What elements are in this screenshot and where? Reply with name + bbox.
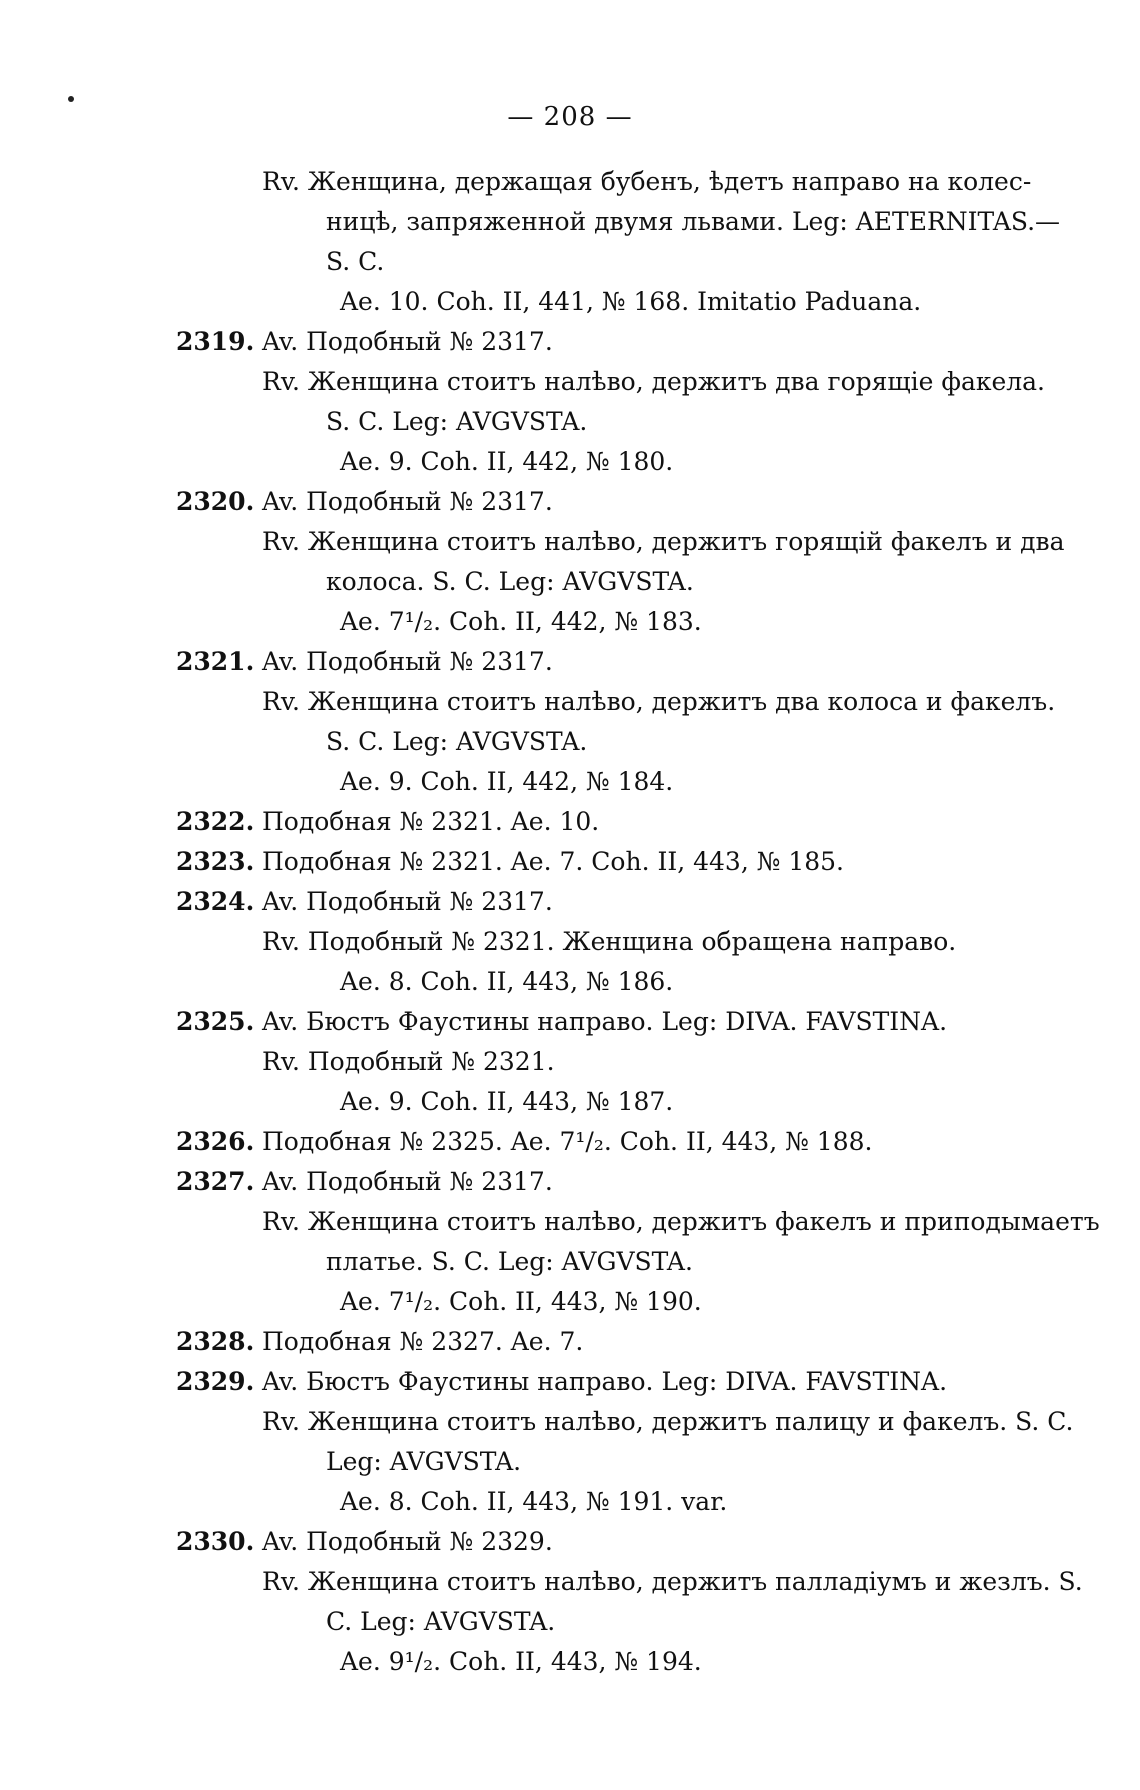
catalog-line	[0, 602, 1140, 642]
entry-text: Rv. Женщина стоитъ налѣво, держитъ горящій факелъ и два	[262, 527, 1065, 556]
catalog-line	[0, 1122, 1140, 1162]
entry-text: Av. Подобный № 2317.	[262, 887, 553, 916]
entry-text: Подобная № 2327. Ae. 7.	[262, 1327, 584, 1356]
catalog-line	[0, 1482, 1140, 1522]
entry-text: Av. Подобный № 2329.	[262, 1527, 553, 1556]
entry-text: Av. Подобный № 2317.	[262, 327, 553, 356]
catalog-line	[0, 1642, 1140, 1682]
entry-text: Rv. Женщина стоитъ налѣво, держитъ палладіумъ и жезлъ. S.	[262, 1567, 1083, 1596]
catalog-line	[0, 642, 1140, 682]
entry-number: 2323.	[176, 847, 255, 876]
entry-text: Rv. Женщина стоитъ налѣво, держитъ два горящіе факела.	[262, 367, 1045, 396]
entry-text: Ae. 8. Coh. II, 443, № 186.	[340, 967, 674, 996]
catalog-line	[0, 1362, 1140, 1402]
entry-number: 2328.	[176, 1327, 255, 1356]
catalog-line	[0, 1402, 1140, 1442]
catalog-line	[0, 202, 1140, 242]
catalog-line	[0, 842, 1140, 882]
catalog-line	[0, 162, 1140, 202]
entry-text: Av. Подобный № 2317.	[262, 647, 553, 676]
catalog-line	[0, 1322, 1140, 1362]
entry-text: Rv. Женщина стоитъ налѣво, держитъ факелъ и приподымаетъ	[262, 1207, 1100, 1236]
page-number: — 208 —	[507, 102, 633, 132]
entry-text: Ae. 9. Coh. II, 442, № 184.	[340, 767, 674, 796]
catalog-line	[0, 482, 1140, 522]
entry-number: 2330.	[176, 1527, 255, 1556]
entry-number: 2324.	[176, 887, 255, 916]
catalog-line	[0, 1082, 1140, 1122]
entry-text: Подобная № 2325. Ae. 7¹/₂. Coh. II, 443, № 188.	[262, 1127, 873, 1156]
catalog-line	[0, 682, 1140, 722]
entry-text: Leg: AVGVSTA.	[326, 1447, 522, 1476]
entry-text: колоса. S. C. Leg: AVGVSTA.	[326, 567, 694, 596]
catalog-line	[0, 1282, 1140, 1322]
entry-number: 2326.	[176, 1127, 255, 1156]
catalog-line	[0, 1162, 1140, 1202]
catalog-line	[0, 722, 1140, 762]
entry-text: Rv. Женщина, держащая бубенъ, ѣдетъ направо на колес-	[262, 167, 1032, 196]
entry-text: Ae. 9. Coh. II, 442, № 180.	[340, 447, 674, 476]
catalog-line	[0, 1442, 1140, 1482]
entry-text: Ae. 10. Coh. II, 441, № 168. Imitatio Paduana.	[340, 287, 922, 316]
entry-text: Av. Бюстъ Фаустины направо. Leg: DIVA. FAVSTINA.	[262, 1367, 948, 1396]
entry-number: 2329.	[176, 1367, 255, 1396]
catalog-line	[0, 922, 1140, 962]
entry-text: Ae. 9. Coh. II, 443, № 187.	[340, 1087, 674, 1116]
entry-number: 2320.	[176, 487, 255, 516]
entry-text: Rv. Подобный № 2321.	[262, 1047, 555, 1076]
catalog-line	[0, 242, 1140, 282]
entry-number: 2321.	[176, 647, 255, 676]
catalog-line	[0, 322, 1140, 362]
entry-text: Подобная № 2321. Ae. 10.	[262, 807, 600, 836]
catalog-entries	[0, 162, 1140, 1682]
entry-text: Rv. Женщина стоитъ налѣво, держитъ два колоса и факелъ.	[262, 687, 1056, 716]
entry-number: 2327.	[176, 1167, 255, 1196]
entry-text: платье. S. C. Leg: AVGVSTA.	[326, 1247, 693, 1276]
catalog-line	[0, 522, 1140, 562]
catalog-line	[0, 1602, 1140, 1642]
catalog-line	[0, 402, 1140, 442]
entry-number: 2322.	[176, 807, 255, 836]
catalog-line	[0, 1002, 1140, 1042]
catalog-line	[0, 442, 1140, 482]
catalog-line	[0, 562, 1140, 602]
entry-text: S. C.	[326, 247, 385, 276]
catalog-line	[0, 1522, 1140, 1562]
entry-text: Av. Бюстъ Фаустины направо. Leg: DIVA. FAVSTINA.	[262, 1007, 948, 1036]
catalog-line	[0, 1202, 1140, 1242]
entry-text: S. C. Leg: AVGVSTA.	[326, 407, 588, 436]
catalog-line	[0, 962, 1140, 1002]
entry-text: Ae. 7¹/₂. Coh. II, 443, № 190.	[340, 1287, 702, 1316]
catalog-line	[0, 282, 1140, 322]
entry-number: 2325.	[176, 1007, 255, 1036]
catalog-line	[0, 882, 1140, 922]
entry-text: Ae. 8. Coh. II, 443, № 191. var.	[340, 1487, 728, 1516]
entry-text: ницѣ, запряженной двумя львами. Leg: AETERNITAS.—	[326, 207, 1061, 236]
catalog-line	[0, 1562, 1140, 1602]
catalog-line	[0, 802, 1140, 842]
entry-text: Ae. 7¹/₂. Coh. II, 442, № 183.	[340, 607, 702, 636]
entry-text: Ae. 9¹/₂. Coh. II, 443, № 194.	[340, 1647, 702, 1676]
entry-text: Подобная № 2321. Ae. 7. Coh. II, 443, № 185.	[262, 847, 844, 876]
entry-text: S. C. Leg: AVGVSTA.	[326, 727, 588, 756]
entry-text: Av. Подобный № 2317.	[262, 1167, 553, 1196]
catalog-line	[0, 1042, 1140, 1082]
catalog-line	[0, 362, 1140, 402]
entry-text: C. Leg: AVGVSTA.	[326, 1607, 556, 1636]
entry-text: Rv. Женщина стоитъ налѣво, держитъ палицу и факелъ. S. C.	[262, 1407, 1074, 1436]
catalog-line	[0, 1242, 1140, 1282]
catalog-line	[0, 762, 1140, 802]
entry-text: Rv. Подобный № 2321. Женщина обращена направо.	[262, 927, 957, 956]
entry-text: Av. Подобный № 2317.	[262, 487, 553, 516]
entry-number: 2319.	[176, 327, 255, 356]
